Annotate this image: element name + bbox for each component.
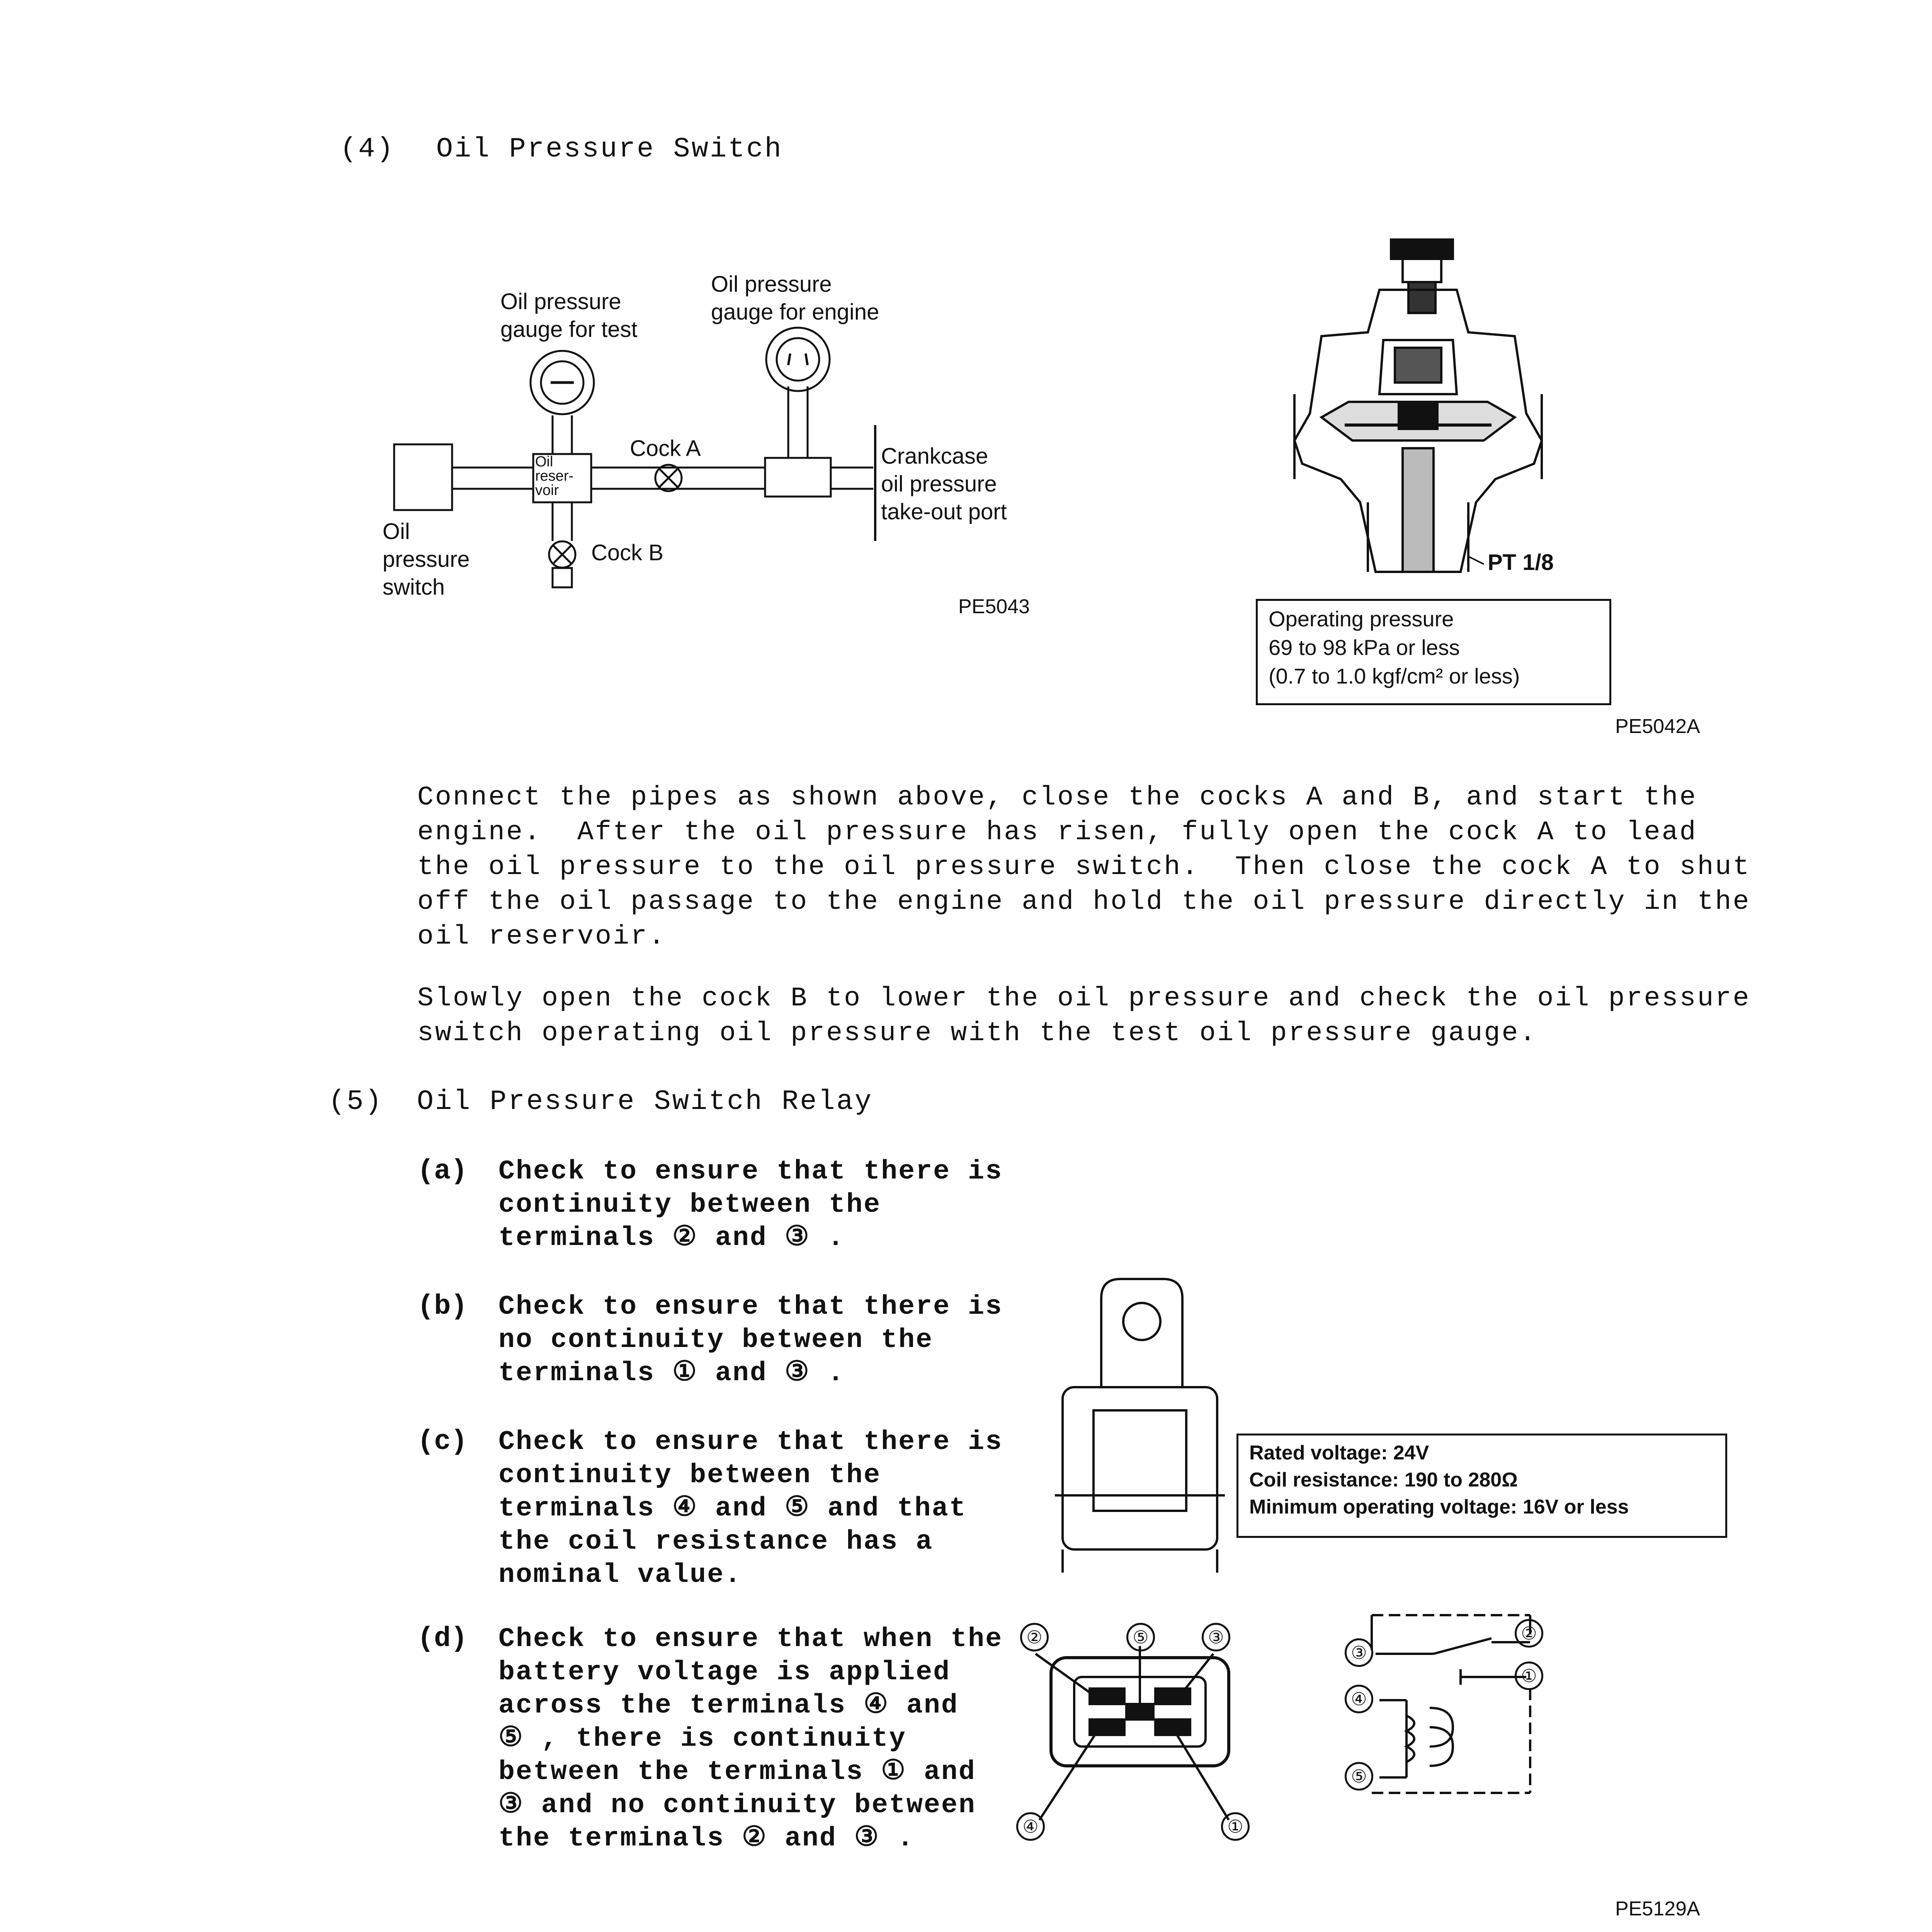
terminal-5-marker: ⑤ bbox=[1126, 1623, 1155, 1651]
spec-line-2: 69 to 98 kPa or less bbox=[1269, 635, 1460, 660]
gauge-for-engine-label: Oil pressure gauge for engine bbox=[711, 272, 879, 325]
cock-a-label: Cock A bbox=[630, 436, 701, 461]
rated-voltage-line: Rated voltage: 24V bbox=[1249, 1442, 1429, 1464]
relay-spec-box bbox=[1236, 1434, 1727, 1538]
oil-reservoir-label: Oil reser- voir bbox=[535, 454, 574, 498]
oil-pressure-switch-label: Oil pressure switch bbox=[383, 519, 470, 600]
section-number: (4) bbox=[340, 133, 395, 165]
cock-b-label: Cock B bbox=[591, 540, 663, 565]
oil-pressure-switch-section-diagram bbox=[1252, 232, 1716, 603]
spec-line-3: (0.7 to 1.0 kgf/cm² or less) bbox=[1269, 664, 1520, 688]
switch-section-svg bbox=[1252, 232, 1716, 603]
figure-id-pe5043: PE5043 bbox=[958, 595, 1030, 618]
section-5-heading bbox=[328, 1086, 873, 1117]
min-operating-voltage-line: Minimum operating voltage: 16V or less bbox=[1249, 1496, 1629, 1518]
section-title: Oil Pressure Switch bbox=[436, 133, 783, 165]
terminal-4-marker: ④ bbox=[1016, 1812, 1045, 1841]
operating-pressure-spec-box bbox=[1256, 599, 1611, 705]
section-number: (5) bbox=[328, 1086, 383, 1117]
gauge-for-test-label: Oil pressure gauge for test bbox=[500, 289, 638, 342]
schematic-terminal-4: ④ bbox=[1345, 1685, 1373, 1713]
spec-line-1: Operating pressure bbox=[1269, 607, 1454, 631]
schematic-terminal-1: ① bbox=[1515, 1662, 1543, 1690]
schematic-terminal-2: ② bbox=[1515, 1619, 1543, 1648]
terminal-1-marker: ① bbox=[1221, 1812, 1250, 1841]
procedure-paragraph-1: Connect the pipes as shown above, close the cocks A and B, and start the engine. After the oil pressure has risen, fully open the cock A to lead the oil pressure to the oil pressure switch. Then close the cock A to shut off the oil passage to the engine and hold the oil pressure directly in the oil reservoir. bbox=[417, 782, 1751, 952]
relay-circuit-schematic bbox=[1345, 1600, 1577, 1816]
section-title: Oil Pressure Switch Relay bbox=[417, 1086, 873, 1117]
schematic-terminal-3: ③ bbox=[1345, 1638, 1373, 1667]
procedure-paragraph-2: Slowly open the cock B to lower the oil pressure and check the oil pressure switch operating oil pressure with the test oil pressure gauge. bbox=[417, 983, 1751, 1049]
terminal-2-marker: ② bbox=[1020, 1623, 1049, 1651]
schematic-terminal-5: ⑤ bbox=[1345, 1762, 1373, 1791]
crankcase-port-label: Crankcase oil pressure take-out port bbox=[881, 444, 1007, 524]
thread-size-label: PT 1/8 bbox=[1488, 550, 1554, 575]
oil-pressure-switch-box bbox=[394, 444, 452, 510]
relay-drawing bbox=[1012, 1264, 1244, 1874]
figure-id-pe5042a: PE5042A bbox=[1615, 715, 1700, 738]
relay-drawing-svg bbox=[1012, 1264, 1244, 1874]
figure-id-pe5129a: PE5129A bbox=[1615, 1898, 1700, 1920]
coil-resistance-line: Coil resistance: 190 to 280Ω bbox=[1249, 1469, 1518, 1491]
terminal-3-marker: ③ bbox=[1202, 1623, 1230, 1651]
oil-pressure-test-piping-diagram bbox=[371, 263, 1066, 641]
section-4-heading bbox=[340, 133, 783, 165]
